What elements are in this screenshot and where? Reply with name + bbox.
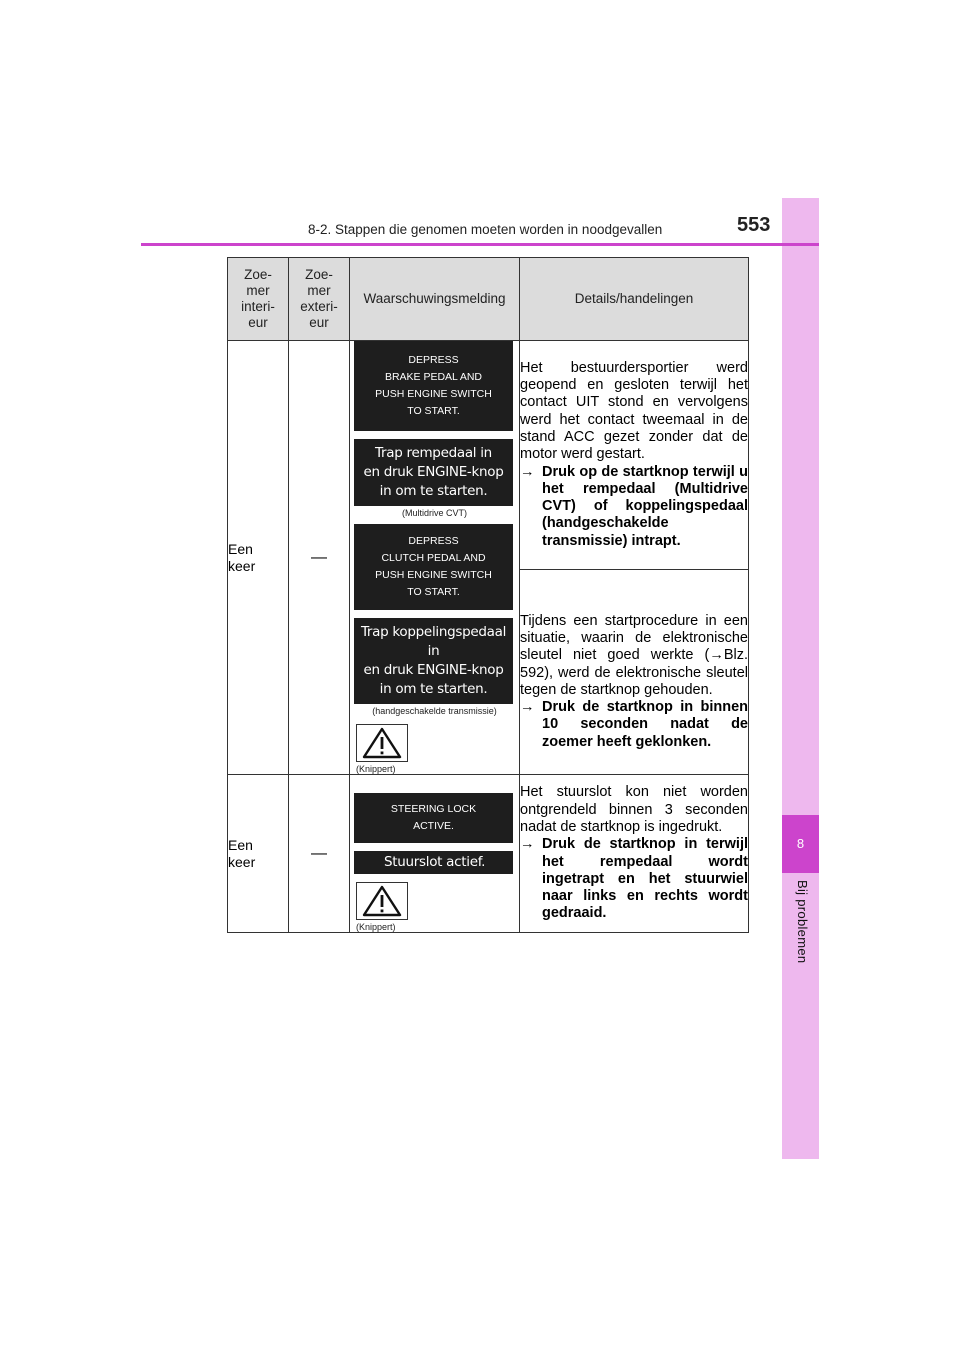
details-cell	[520, 341, 749, 570]
chapter-number: 8	[782, 815, 819, 873]
interior-count: Een keer	[228, 775, 289, 933]
display-message: DEPRESS BRAKE PEDAL AND PUSH ENGINE SWITCH TO START.	[354, 341, 513, 431]
message-cell	[350, 341, 520, 775]
display-message: Stuurslot actief.	[354, 851, 513, 874]
header-warning-message: Waarschuwingsmelding	[350, 258, 520, 341]
header-exterior-buzzer: Zoe- mer exteri- eur	[289, 258, 350, 341]
chapter-label: Bij problemen	[795, 880, 810, 964]
exterior-dash: —	[289, 775, 350, 933]
detail-text: Het stuurslot kon niet worden ontgrendeld binnen 3 seconden nadat de startknop is ingedrukt.	[520, 784, 748, 835]
action-text: Druk de startknop in binnen 10 seconden nadat de zoemer heeft geklonken.	[542, 699, 748, 750]
warning-triangle-icon	[356, 724, 408, 762]
message-cell	[350, 775, 520, 933]
arrow-icon: →	[520, 699, 535, 716]
table-row	[228, 775, 749, 933]
display-caption: (handgeschakelde transmissie)	[372, 706, 497, 716]
section-title: 8-2. Stappen die genomen moeten worden in noodgevallen	[308, 222, 663, 237]
detail-action	[520, 464, 748, 550]
table-header-row	[228, 258, 749, 341]
action-text: Druk op de startknop terwijl u het rempedaal (Multidrive CVT) of koppelingspedaal (handgeschakelde transmissie) intrapt.	[542, 463, 748, 549]
detail-text: Tijdens een startprocedure in een situatie, waarin de elektronische sleutel niet goed werkte (→Blz. 592), werd de elektronische sleutel tegen de startknop gehouden.	[520, 612, 748, 698]
display-message: STEERING LOCK ACTIVE.	[354, 793, 513, 843]
warning-triangle-icon	[356, 882, 408, 920]
exterior-dash: —	[289, 341, 350, 775]
display-message: Trap koppelingspedaal in en druk ENGINE-knop in om te starten.	[354, 618, 513, 704]
details-cell	[520, 775, 749, 933]
header-interior-buzzer: Zoe- mer interi- eur	[228, 258, 289, 341]
display-caption: (Multidrive CVT)	[401, 508, 467, 518]
warning-caption: (Knippert)	[356, 764, 396, 774]
interior-count: Een keer	[228, 341, 289, 775]
display-message: Trap rempedaal in en druk ENGINE-knop in om te starten.	[354, 439, 513, 506]
action-text: Druk de startknop in terwijl het rempedaal wordt ingetrapt en het stuurwiel naar links en rechts wordt gedraaid.	[542, 836, 748, 922]
arrow-icon: →	[520, 836, 535, 853]
header-rule	[141, 243, 819, 246]
side-tab	[782, 198, 819, 1159]
warning-caption: (Knippert)	[356, 922, 396, 932]
arrow-icon: →	[520, 463, 535, 480]
display-message: DEPRESS CLUTCH PEDAL AND PUSH ENGINE SWITCH TO START.	[354, 524, 513, 610]
table-row	[228, 341, 749, 570]
detail-text: Het bestuurdersportier werd geopend en gesloten terwijl het contact UIT stond en vervolgens werd het contact tweemaal in de stand ACC gezet zonder dat de motor werd gestart.	[520, 359, 748, 463]
header-details: Details/handelingen	[520, 258, 749, 341]
warning-table	[227, 257, 749, 933]
page-number: 553	[737, 214, 771, 236]
details-cell	[520, 569, 749, 774]
detail-action	[520, 699, 748, 751]
detail-action	[520, 836, 748, 922]
